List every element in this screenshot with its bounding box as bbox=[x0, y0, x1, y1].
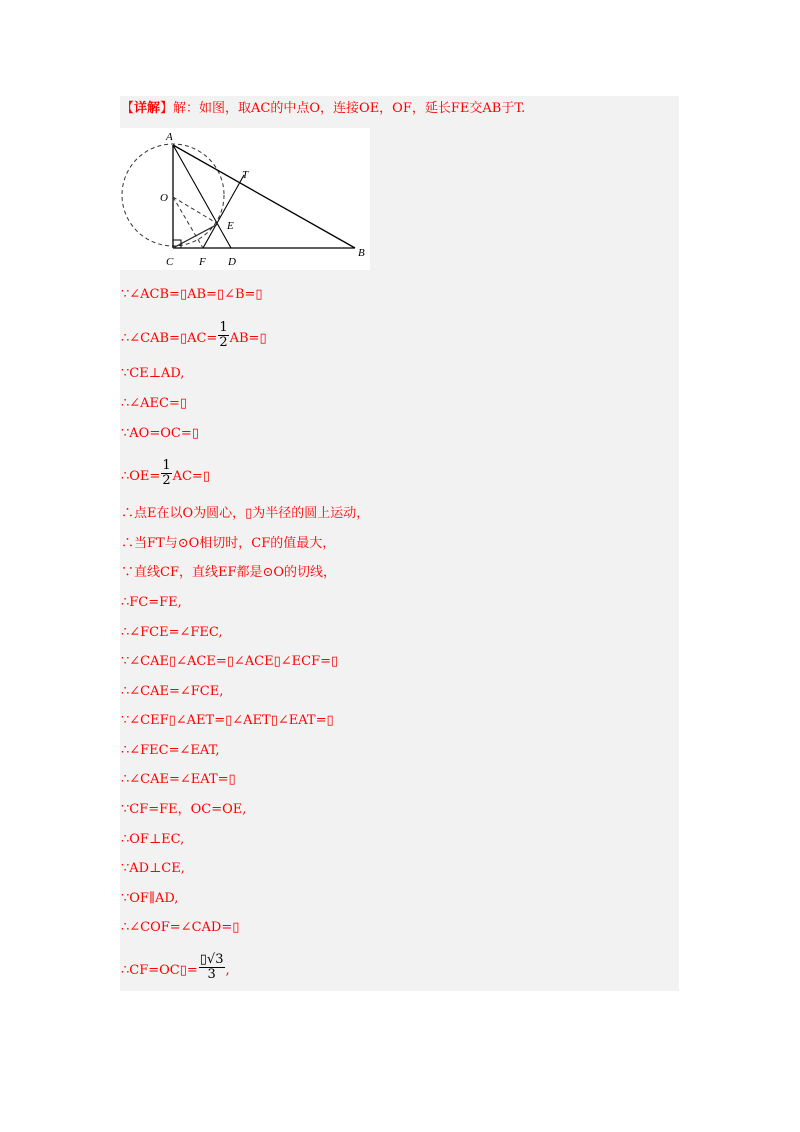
fraction-num: 1 bbox=[219, 320, 228, 335]
label-t: T bbox=[242, 169, 249, 181]
step-8: ∴当FT与⊙O相切时，CF的值最大， bbox=[121, 536, 336, 551]
step-2-a: ∴∠CAB=▯AC= bbox=[121, 331, 218, 346]
step-6-b: AC=▯ bbox=[172, 469, 210, 484]
step-20: ∵OF∥AD, bbox=[121, 891, 179, 906]
step-7: ∴点E在以O为圆心，▯为半径的圆上运动， bbox=[121, 506, 370, 521]
step-6 bbox=[121, 458, 210, 491]
label-a: A bbox=[166, 131, 173, 143]
header-bracket-close: 】 bbox=[160, 101, 174, 116]
step-22-a: ∴CF=OC▯= bbox=[121, 963, 198, 978]
step-2 bbox=[121, 320, 267, 353]
header-bracket-open: 【 bbox=[121, 101, 135, 116]
step-22 bbox=[121, 952, 230, 985]
geometry-diagram bbox=[120, 128, 370, 270]
step-12: ∵∠CAE▯∠ACE=▯∠ACE▯∠ECF=▯ bbox=[121, 654, 339, 669]
header-tag: 详解 bbox=[134, 101, 161, 116]
step-17: ∵CF=FE，OC=OE, bbox=[121, 802, 247, 817]
step-1: ∵∠ACB=▯AB=▯∠B=▯ bbox=[121, 287, 263, 302]
fraction-den: 3 bbox=[207, 967, 216, 982]
step-6-a: ∴OE= bbox=[121, 469, 161, 484]
step-10: ∴FC=FE, bbox=[121, 595, 182, 610]
label-c: C bbox=[166, 256, 174, 268]
solution-header bbox=[121, 101, 525, 117]
fraction-half-1 bbox=[218, 321, 228, 350]
step-22-tail: , bbox=[225, 963, 230, 978]
header-text: 解：如图，取AC的中点O，连接OE，OF，延长FE交AB于T. bbox=[173, 101, 526, 116]
fraction-half-2 bbox=[161, 459, 171, 488]
step-15: ∴∠FEC=∠EAT, bbox=[121, 743, 220, 758]
label-f: F bbox=[199, 256, 206, 268]
segment-ce-thin bbox=[173, 224, 218, 248]
fraction-final bbox=[199, 953, 225, 982]
step-16: ∴∠CAE=∠EAT=▯ bbox=[121, 772, 236, 787]
label-d: D bbox=[228, 256, 236, 268]
step-5: ∵AO=OC=▯ bbox=[121, 426, 199, 441]
step-3: ∵CE⊥AD, bbox=[121, 366, 185, 381]
step-19: ∵AD⊥CE, bbox=[121, 861, 185, 876]
step-14: ∵∠CEF▯∠AET=▯∠AET▯∠EAT=▯ bbox=[121, 713, 334, 728]
step-21: ∴∠COF=∠CAD=▯ bbox=[121, 920, 240, 935]
step-13: ∴∠CAE=∠FCE, bbox=[121, 684, 224, 699]
segment-ab bbox=[173, 145, 355, 248]
label-b: B bbox=[358, 247, 365, 259]
step-2-b: AB=▯ bbox=[229, 331, 267, 346]
fraction-num: ▯√3 bbox=[199, 952, 224, 967]
label-e: E bbox=[227, 220, 234, 232]
segment-oe bbox=[173, 197, 218, 224]
fraction-den: 2 bbox=[162, 473, 171, 488]
step-4: ∴∠AEC=▯ bbox=[121, 396, 188, 411]
step-18: ∴OF⊥EC, bbox=[121, 832, 185, 847]
label-o: O bbox=[160, 192, 168, 204]
geometry-figure bbox=[120, 128, 370, 270]
fraction-den: 2 bbox=[219, 335, 228, 350]
fraction-num: 1 bbox=[162, 458, 171, 473]
step-11: ∴∠FCE=∠FEC, bbox=[121, 625, 223, 640]
step-9: ∵直线CF，直线EF都是⊙O的切线， bbox=[121, 565, 337, 580]
